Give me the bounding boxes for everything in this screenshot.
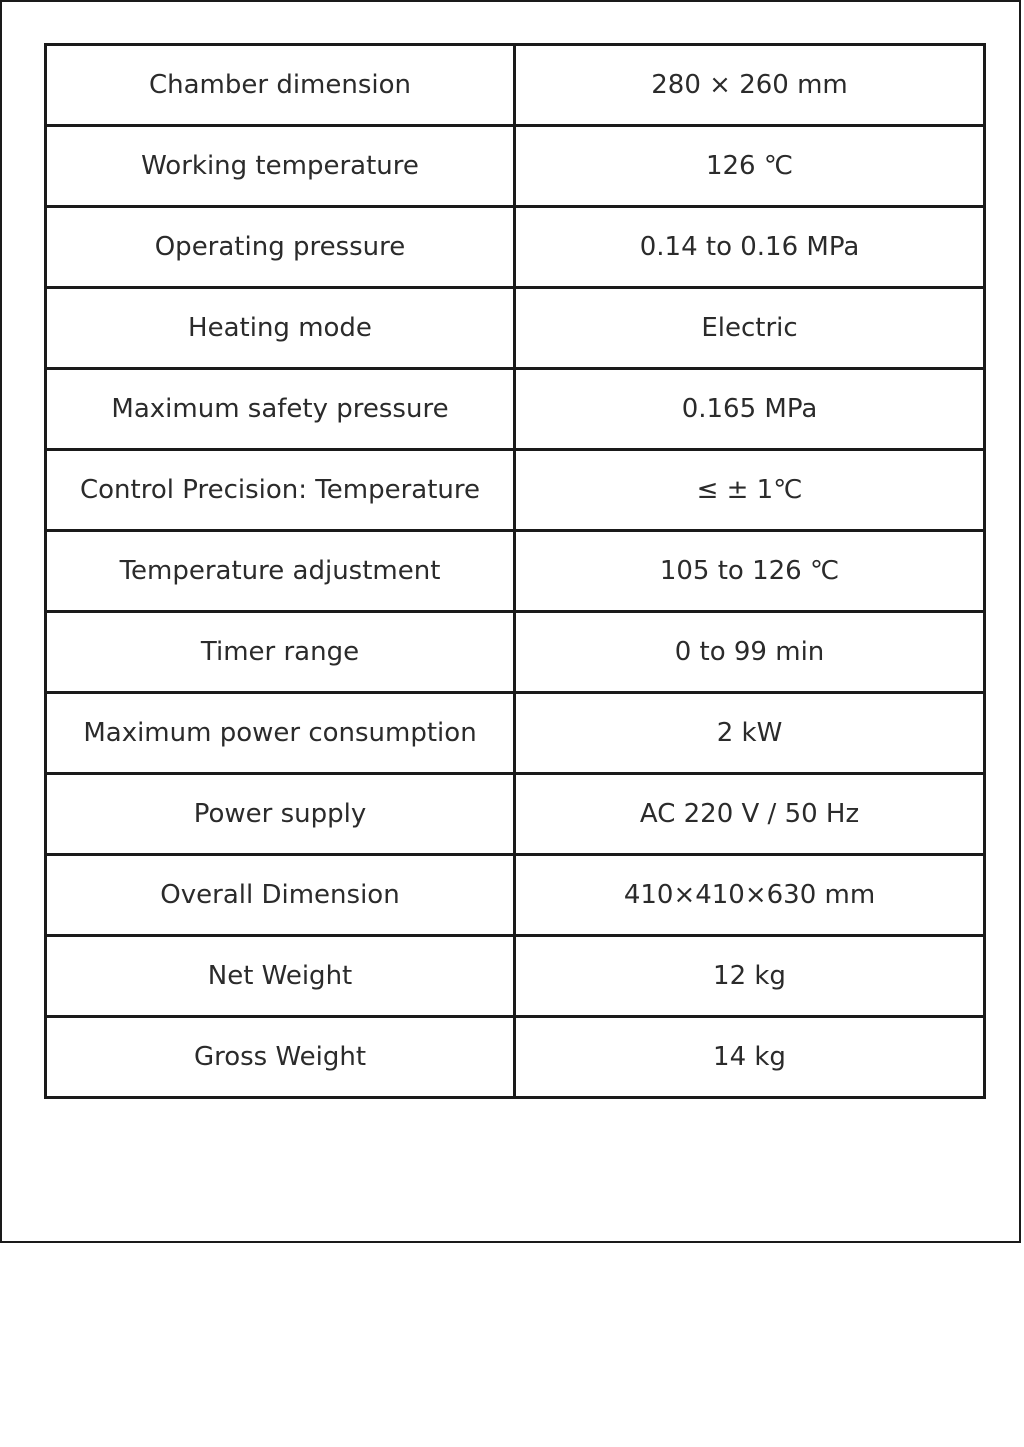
spec-label: Control Precision: Temperature — [46, 450, 515, 531]
spec-label: Gross Weight — [46, 1017, 515, 1098]
spec-label: Maximum safety pressure — [46, 369, 515, 450]
table-row — [46, 1017, 985, 1098]
table-row — [46, 531, 985, 612]
spec-value: 14 kg — [515, 1017, 985, 1098]
spec-label: Timer range — [46, 612, 515, 693]
spec-label: Maximum power consumption — [46, 693, 515, 774]
spec-value: 0.165 MPa — [515, 369, 985, 450]
spec-label: Operating pressure — [46, 207, 515, 288]
specification-table — [44, 43, 986, 1099]
table-row — [46, 207, 985, 288]
table-row — [46, 288, 985, 369]
spec-value: Electric — [515, 288, 985, 369]
spec-value: 0 to 99 min — [515, 612, 985, 693]
spec-label: Power supply — [46, 774, 515, 855]
spec-label: Net Weight — [46, 936, 515, 1017]
spec-label: Working temperature — [46, 126, 515, 207]
spec-value: 0.14 to 0.16 MPa — [515, 207, 985, 288]
table-row — [46, 369, 985, 450]
spec-label: Overall Dimension — [46, 855, 515, 936]
spec-label: Heating mode — [46, 288, 515, 369]
spec-value: ≤ ± 1℃ — [515, 450, 985, 531]
table-row — [46, 450, 985, 531]
spec-value: 410×410×630 mm — [515, 855, 985, 936]
spec-value: 280 × 260 mm — [515, 45, 985, 126]
spec-value: AC 220 V / 50 Hz — [515, 774, 985, 855]
table-row — [46, 774, 985, 855]
spec-value: 2 kW — [515, 693, 985, 774]
table-row — [46, 126, 985, 207]
table-row — [46, 45, 985, 126]
table-row — [46, 612, 985, 693]
spec-value: 12 kg — [515, 936, 985, 1017]
spec-label: Chamber dimension — [46, 45, 515, 126]
spec-value: 126 ℃ — [515, 126, 985, 207]
spec-label: Temperature adjustment — [46, 531, 515, 612]
table-row — [46, 855, 985, 936]
table-row — [46, 693, 985, 774]
spec-value: 105 to 126 ℃ — [515, 531, 985, 612]
table-row — [46, 936, 985, 1017]
